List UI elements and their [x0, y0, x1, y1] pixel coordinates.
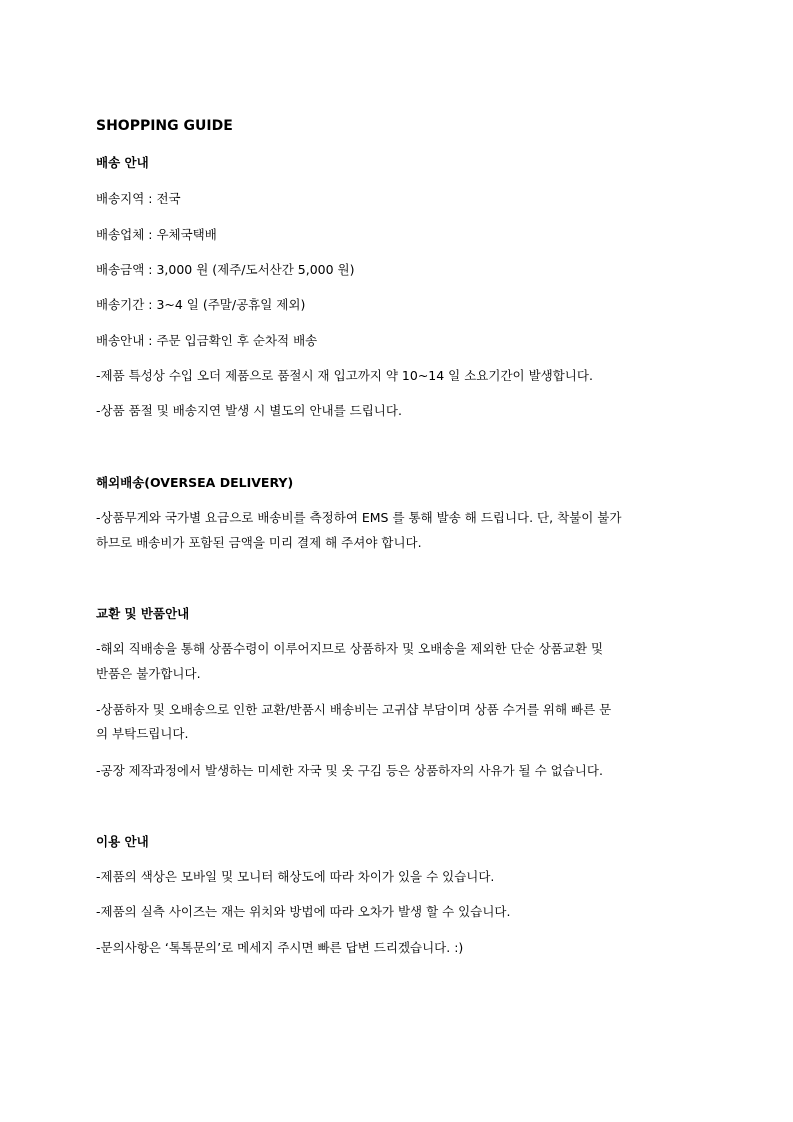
exchange-heading: 교환 및 반품안내 [96, 606, 190, 621]
shipping-region: 배송지역 : 전국 [96, 191, 181, 206]
shipping-note-delay: -상품 품절 및 배송지연 발생 시 별도의 안내를 드립니다. [96, 403, 402, 418]
exchange-note2-line1: -상품하자 및 오배송으로 인한 교환/반품시 배송비는 고귀샵 부담이며 상품 수거를 위해 빠른 문 [96, 702, 612, 717]
shipping-guide: 배송안내 : 주문 입금확인 후 순차적 배송 [96, 333, 318, 348]
exchange-note2-line2: 의 부탁드립니다. [96, 726, 189, 741]
usage-note-size: -제품의 실측 사이즈는 재는 위치와 방법에 따라 오차가 발생 할 수 있습니다. [96, 904, 511, 919]
shipping-heading: 배송 안내 [96, 155, 149, 170]
shipping-note-restock: -제품 특성상 수입 오더 제품으로 품절시 재 입고까지 약 10~14 일 소요기간이 발생합니다. [96, 368, 593, 383]
shipping-period: 배송기간 : 3~4 일 (주말/공휴일 제외) [96, 297, 306, 312]
page-title: SHOPPING GUIDE [96, 118, 233, 134]
usage-note-color: -제품의 색상은 모바일 및 모니터 해상도에 따라 차이가 있을 수 있습니다. [96, 869, 495, 884]
usage-heading: 이용 안내 [96, 834, 149, 849]
overseas-heading: 해외배송(OVERSEA DELIVERY) [96, 475, 294, 490]
usage-note-inquiry: -문의사항은 ‘톡톡문의’로 메세지 주시면 빠른 답변 드리겠습니다. :) [96, 940, 464, 955]
exchange-note3: -공장 제작과정에서 발생하는 미세한 자국 및 옷 구김 등은 상품하자의 사유가 될 수 없습니다. [96, 763, 603, 778]
exchange-note1-line2: 반품은 불가합니다. [96, 666, 201, 681]
exchange-note1-line1: -해외 직배송을 통해 상품수령이 이루어지므로 상품하자 및 오배송을 제외한 단순 상품교환 및 [96, 641, 604, 656]
shipping-carrier: 배송업체 : 우체국택배 [96, 227, 217, 242]
overseas-note-line1: -상품무게와 국가별 요금으로 배송비를 측정하여 EMS 를 통해 발송 해 드립니다. 단, 착불이 불가 [96, 510, 622, 525]
shipping-fee: 배송금액 : 3,000 원 (제주/도서산간 5,000 원) [96, 262, 355, 277]
overseas-note-line2: 하므로 배송비가 포함된 금액을 미리 결제 해 주셔야 합니다. [96, 535, 422, 550]
